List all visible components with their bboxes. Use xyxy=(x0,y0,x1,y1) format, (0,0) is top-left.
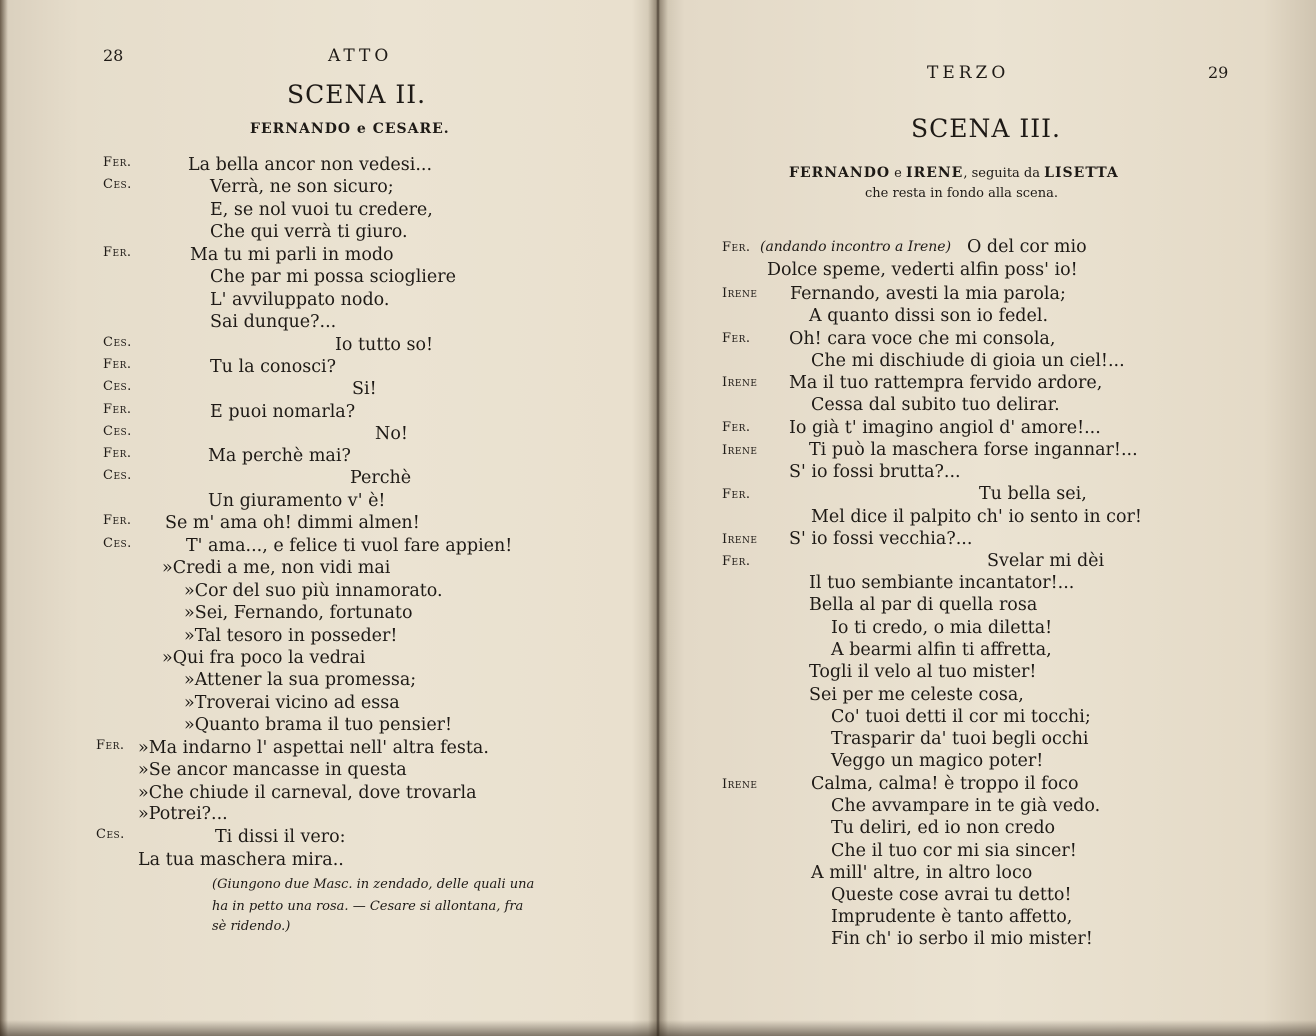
cast-line: FERNANDO e CESARE. xyxy=(250,121,450,137)
verse-line: A quanto dissi son io fedel. xyxy=(809,306,1049,326)
verse-line: Queste cose avrai tu detto! xyxy=(831,885,1072,905)
speaker-label: Ces. xyxy=(103,379,132,394)
verse-line: Se m' ama oh! dimmi almen! xyxy=(165,513,420,533)
verse-line: Oh! cara voce che mi consola, xyxy=(789,329,1056,349)
verse-line: »Tal tesoro in posseder! xyxy=(184,626,398,646)
verse-line: »Troverai vicino ad essa xyxy=(184,693,400,713)
verse-line: Fernando, avesti la mia parola; xyxy=(790,284,1066,304)
verse-line: O del cor mio xyxy=(967,237,1087,257)
verse-line: Dolce speme, vederti alfin poss' io! xyxy=(767,260,1078,280)
verse-line: Che avvampare in te già vedo. xyxy=(831,796,1101,816)
running-head: TERZO xyxy=(927,63,1010,83)
speaker-label: Fer. xyxy=(722,487,751,502)
page-number: 28 xyxy=(103,46,124,65)
verse-line: Che qui verrà ti giuro. xyxy=(210,222,408,242)
speaker-label: Fer. xyxy=(96,738,125,753)
stage-direction-line: (Giungono due Masc. in zendado, delle quali una xyxy=(212,877,535,892)
speaker-label: Fer. xyxy=(722,554,751,569)
bottom-edge-shadow xyxy=(0,1020,1316,1036)
verse-line: Cessa dal subito tuo delirar. xyxy=(811,395,1060,415)
verse-line: La tua maschera mira.. xyxy=(138,850,344,870)
verse-line: Mel dice il palpito ch' io sento in cor! xyxy=(811,507,1142,527)
verse-line: Ti può la maschera forse ingannar!... xyxy=(809,440,1138,460)
verse-line: A mill' altre, in altro loco xyxy=(811,863,1033,883)
cast-name: LISETTA xyxy=(1044,165,1119,181)
verse-line: E puoi nomarla? xyxy=(210,402,356,422)
verse-line: Tu deliri, ed io non credo xyxy=(831,818,1056,838)
verse-line: »Attener la sua promessa; xyxy=(184,670,417,690)
verse-line: La bella ancor non vedesi... xyxy=(188,155,433,175)
verse-line: Ti dissi il vero: xyxy=(215,827,346,847)
stage-direction-line: ha in petto una rosa. — Cesare si allontana, fra xyxy=(212,899,524,914)
verse-line: Imprudente è tanto affetto, xyxy=(831,907,1073,927)
verse-line: Io tutto so! xyxy=(335,335,434,355)
verse-line: Trasparir da' tuoi begli occhi xyxy=(831,729,1089,749)
cast-name: FERNANDO xyxy=(789,165,891,181)
verse-line: E, se nol vuoi tu credere, xyxy=(210,200,433,220)
speaker-label: Irene xyxy=(722,286,758,301)
running-head: ATTO xyxy=(328,46,393,66)
verse-line: Tu bella sei, xyxy=(979,484,1087,504)
verse-line: »Cor del suo più innamorato. xyxy=(184,581,443,601)
speaker-label: Ces. xyxy=(96,827,125,842)
verse-line: Tu la conosci? xyxy=(210,357,337,377)
verse-line: »Se ancor mancasse in questa xyxy=(138,760,407,780)
verse-line: Ma il tuo rattempra fervido ardore, xyxy=(789,373,1103,393)
speaker-label: Fer. xyxy=(103,155,132,170)
cast-connector: , seguita da xyxy=(963,166,1045,181)
speaker-label: Ces. xyxy=(103,335,132,350)
cast-subline: che resta in fondo alla scena. xyxy=(865,186,1058,201)
verse-line: »Potrei?... xyxy=(138,804,228,824)
speaker-label: Fer. xyxy=(103,357,132,372)
speaker-label: Irene xyxy=(722,443,758,458)
speaker-label: Irene xyxy=(722,375,758,390)
cast-connector: e xyxy=(890,166,907,181)
speaker-label: Ces. xyxy=(103,468,132,483)
verse-line: Sei per me celeste cosa, xyxy=(809,685,1024,705)
verse-line: Co' tuoi detti il cor mi tocchi; xyxy=(831,707,1091,727)
verse-line: »Quanto brama il tuo pensier! xyxy=(184,715,453,735)
verse-line: Bella al par di quella rosa xyxy=(809,595,1038,615)
speaker-label: Fer. xyxy=(103,513,132,528)
speaker-label: Irene xyxy=(722,777,758,792)
stage-direction-line: sè ridendo.) xyxy=(212,919,291,934)
right-page xyxy=(663,0,1316,1036)
verse-line: Veggo un magico poter! xyxy=(831,751,1044,771)
verse-line: Togli il velo al tuo mister! xyxy=(809,662,1037,682)
verse-line: S' io fossi brutta?... xyxy=(789,462,961,482)
speaker-label: Fer. xyxy=(722,240,751,255)
verse-line: Sai dunque?... xyxy=(210,312,337,332)
verse-line: Perchè xyxy=(350,468,412,488)
page-number: 29 xyxy=(1208,63,1229,82)
speaker-label: Fer. xyxy=(722,331,751,346)
verse-line: »Sei, Fernando, fortunato xyxy=(184,603,413,623)
verse-line: Che par mi possa sciogliere xyxy=(210,267,456,287)
verse-line: Un giuramento v' è! xyxy=(208,491,386,511)
verse-line: Io ti credo, o mia diletta! xyxy=(831,618,1053,638)
verse-line: A bearmi alfin ti affretta, xyxy=(831,640,1052,660)
scene-title: SCENA III. xyxy=(911,114,1061,143)
stage-direction: (andando incontro a Irene) xyxy=(760,239,952,255)
cast-line xyxy=(789,165,1119,181)
verse-line: »Che chiude il carneval, dove trovarla xyxy=(138,783,477,803)
verse-line: Io già t' imagino angiol d' amore!... xyxy=(789,418,1101,438)
verse-line: »Credi a me, non vidi mai xyxy=(162,558,391,578)
verse-line: S' io fossi vecchia?... xyxy=(789,529,973,549)
speaker-label: Fer. xyxy=(103,446,132,461)
speaker-label: Ces. xyxy=(103,177,132,192)
verse-line: Ma tu mi parli in modo xyxy=(190,245,394,265)
verse-line: No! xyxy=(375,424,408,444)
verse-line: Svelar mi dèi xyxy=(987,551,1105,571)
verse-line: L' avviluppato nodo. xyxy=(210,290,390,310)
speaker-label: Fer. xyxy=(103,402,132,417)
verse-line: Calma, calma! è troppo il foco xyxy=(811,774,1079,794)
verse-line: Verrà, ne son sicuro; xyxy=(210,177,394,197)
speaker-label: Fer. xyxy=(103,245,132,260)
verse-line: Ma perchè mai? xyxy=(208,446,351,466)
verse-line: Fin ch' io serbo il mio mister! xyxy=(831,929,1093,949)
speaker-label: Irene xyxy=(722,532,758,547)
verse-line: Il tuo sembiante incantator!... xyxy=(809,573,1075,593)
verse-line: Che mi dischiude di gioia un ciel!... xyxy=(811,351,1125,371)
verse-line: »Ma indarno l' aspettai nell' altra festa. xyxy=(138,738,489,758)
scene-title: SCENA II. xyxy=(287,80,427,109)
speaker-label: Ces. xyxy=(103,424,132,439)
verse-line: T' ama..., e felice ti vuol fare appien! xyxy=(186,536,513,556)
speaker-label: Ces. xyxy=(103,536,132,551)
verse-line: Si! xyxy=(352,379,377,399)
left-page xyxy=(0,0,655,1036)
verse-line: »Qui fra poco la vedrai xyxy=(162,648,366,668)
verse-line: Che il tuo cor mi sia sincer! xyxy=(831,841,1077,861)
cast-name: IRENE xyxy=(906,165,964,181)
speaker-label: Fer. xyxy=(722,420,751,435)
